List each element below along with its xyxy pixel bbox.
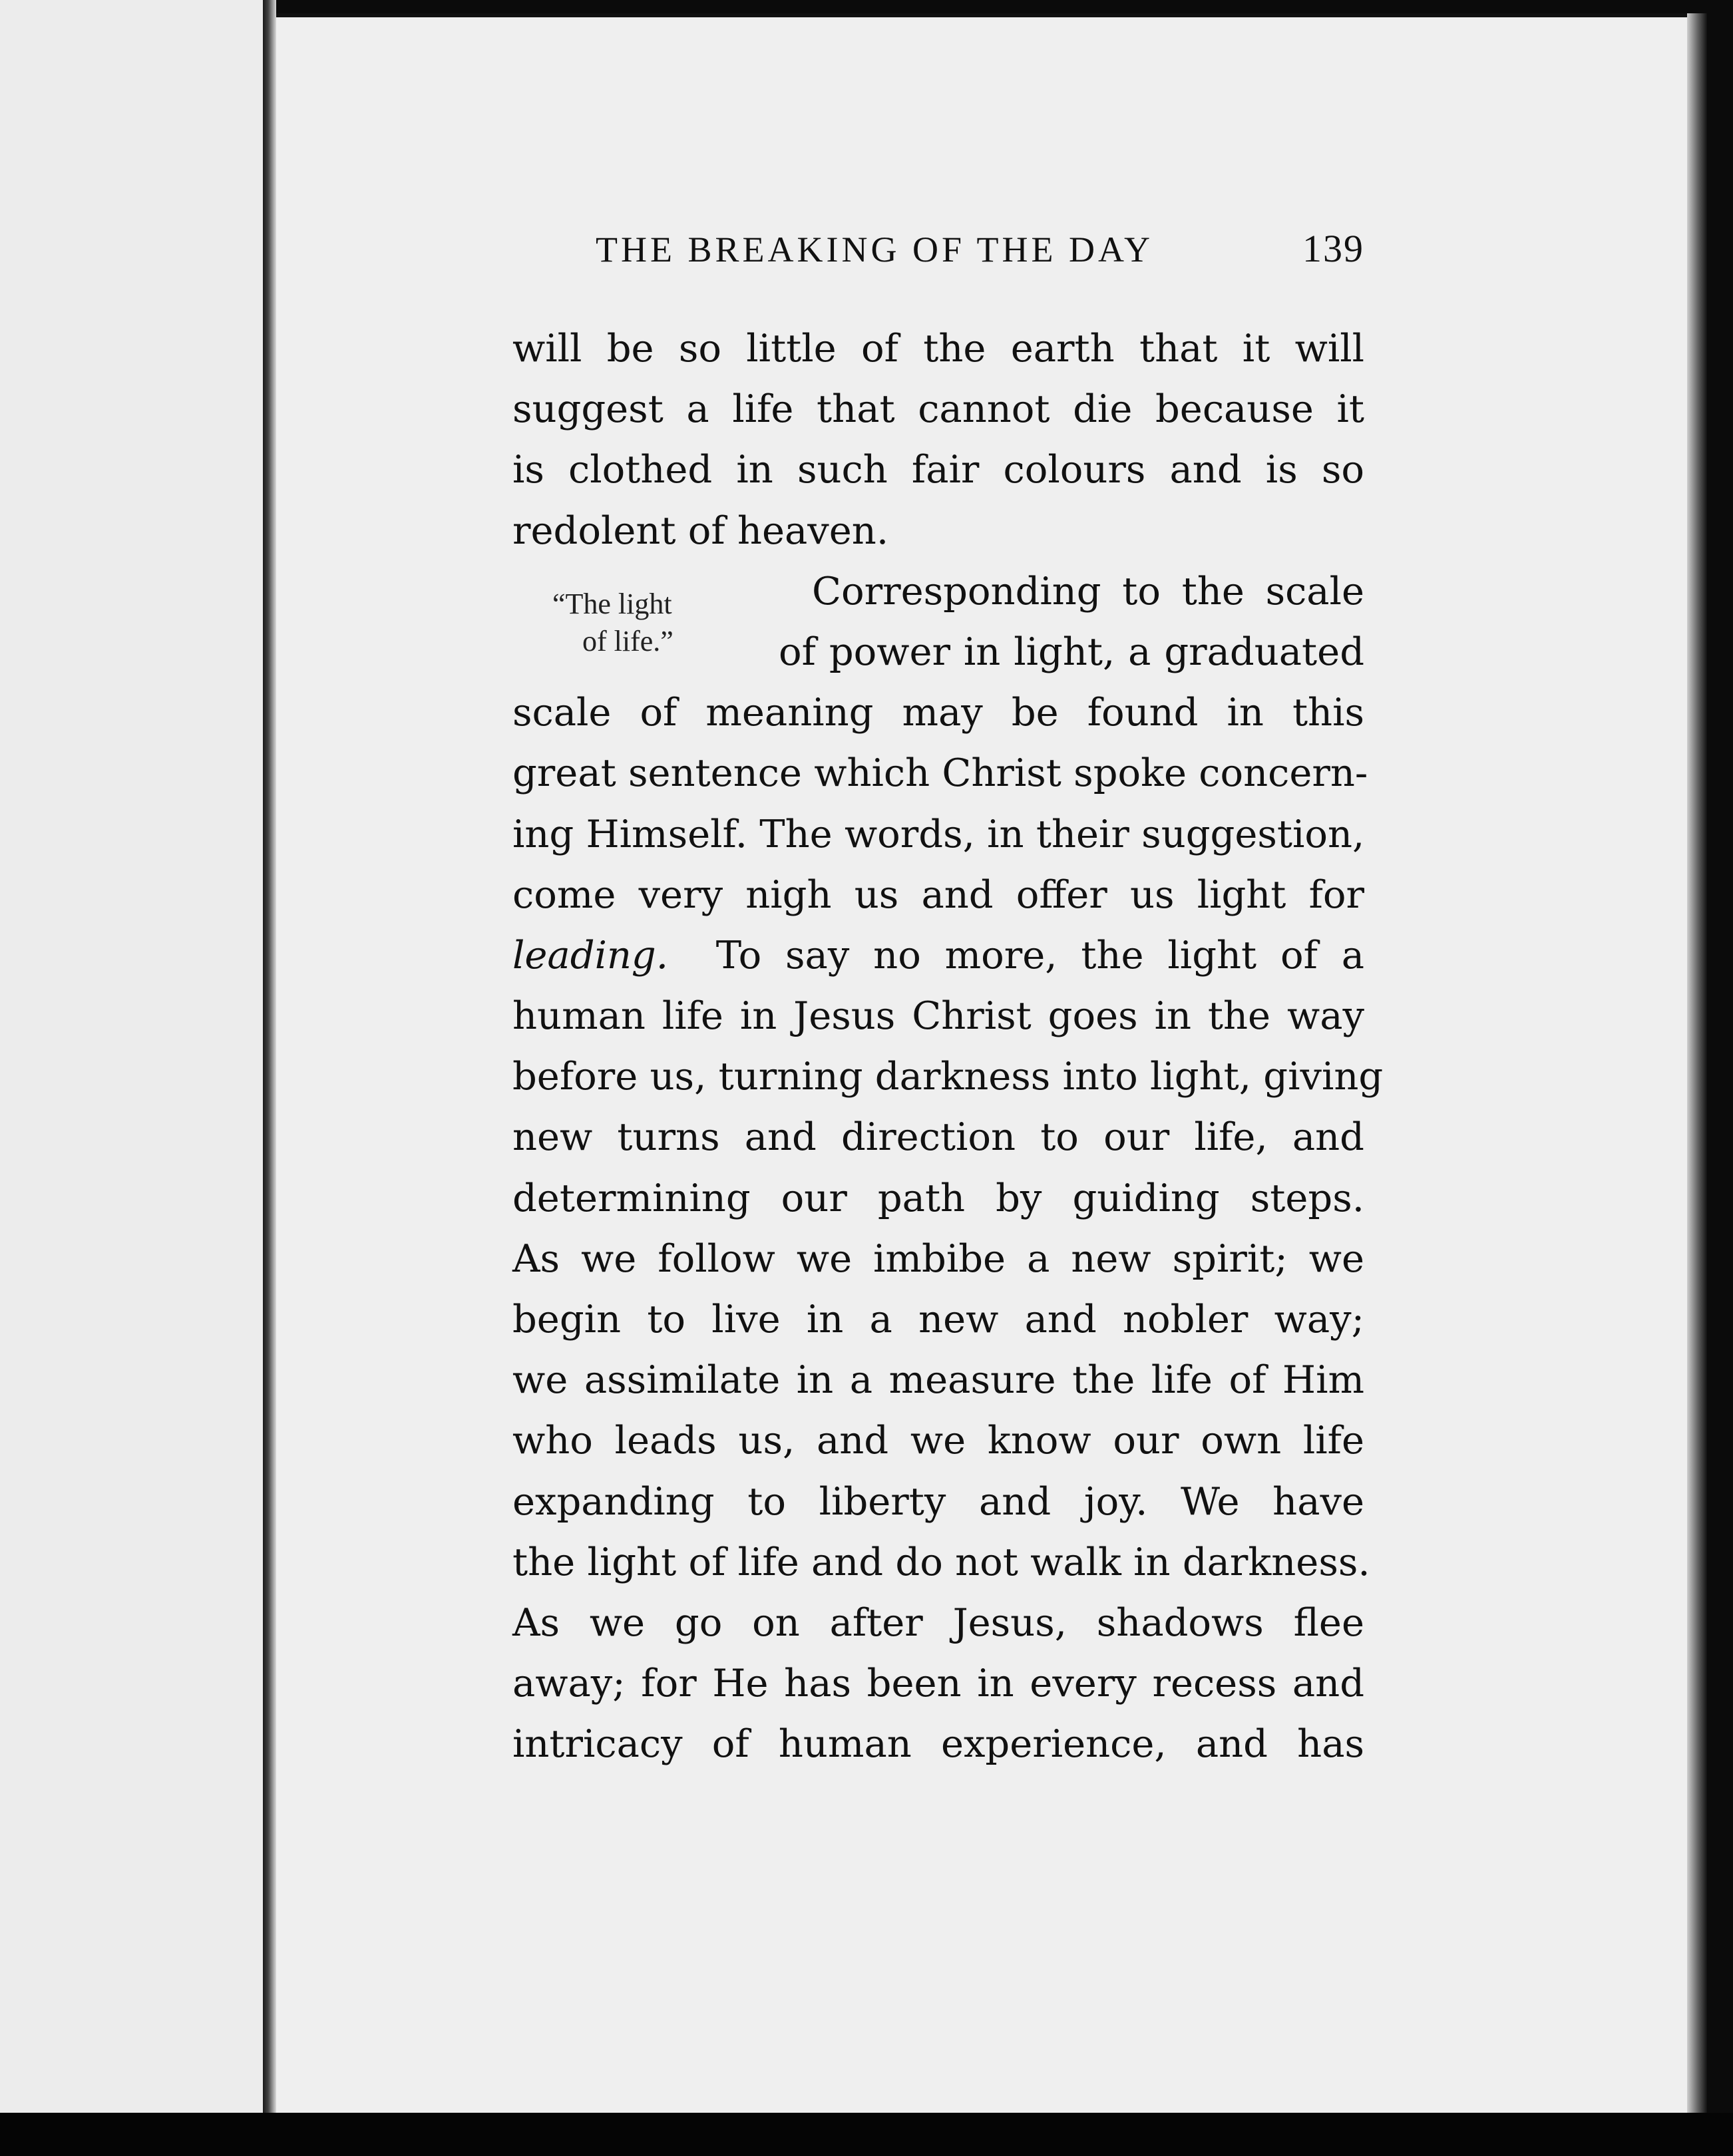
text-line: determining our path by guiding steps.: [512, 1175, 1364, 1220]
left-page-blank: [0, 0, 263, 2113]
text-line: come very nigh us and offer us light for: [512, 872, 1364, 917]
body-text: [512, 318, 1384, 1775]
bottom-scan-border: [0, 2113, 1733, 2156]
side-note-line-2: of life.”: [582, 625, 674, 657]
page-number: 139: [1302, 227, 1364, 270]
text-line: of power in light, a graduated: [779, 629, 1364, 674]
text-line: will be so little of the earth that it will: [512, 326, 1364, 371]
text-line: great sentence which Christ spoke concern-: [512, 751, 1368, 796]
text-line: intricacy of human experience, and has: [512, 1721, 1364, 1767]
text-line: we assimilate in a measure the life of Him: [512, 1357, 1364, 1403]
text-line: begin to live in a new and nobler way;: [512, 1297, 1364, 1342]
text-line: the light of life and do not walk in darkness.: [512, 1539, 1370, 1584]
text-line-rest: To say no more, the light of a: [715, 932, 1364, 978]
italic-word: leading.: [512, 932, 669, 978]
text-line: is clothed in such fair colours and is so: [512, 447, 1364, 492]
text-line: expanding to liberty and joy. We have: [512, 1479, 1364, 1524]
text-line: suggest a life that cannot die because it: [512, 387, 1364, 432]
text-line-with-italic: [512, 925, 1364, 986]
book-gutter: [263, 0, 276, 2113]
text-line: who leads us, and we know our own life: [512, 1418, 1364, 1463]
text-line: scale of meaning may be found in this: [512, 690, 1364, 735]
text-line: As we follow we imbibe a new spirit; we: [512, 1236, 1364, 1281]
text-line: redolent of heaven.: [512, 508, 889, 553]
side-note-line-1: “The light: [552, 588, 672, 620]
running-head: [596, 226, 1364, 279]
running-head-title: THE BREAKING OF THE DAY: [596, 230, 1154, 270]
text-line: human life in Jesus Christ goes in the way: [512, 993, 1364, 1039]
text-line: away; for He has been in every recess and: [512, 1661, 1364, 1706]
text-line: new turns and direction to our life, and: [512, 1115, 1364, 1160]
text-line: Corresponding to the scale: [812, 568, 1364, 614]
text-line: As we go on after Jesus, shadows flee: [512, 1600, 1364, 1645]
text-line: before us, turning darkness into light, giving: [512, 1054, 1384, 1099]
page-edge-shadow: [1687, 13, 1707, 2113]
text-line: ing Himself. The words, in their suggestion,: [512, 811, 1365, 856]
